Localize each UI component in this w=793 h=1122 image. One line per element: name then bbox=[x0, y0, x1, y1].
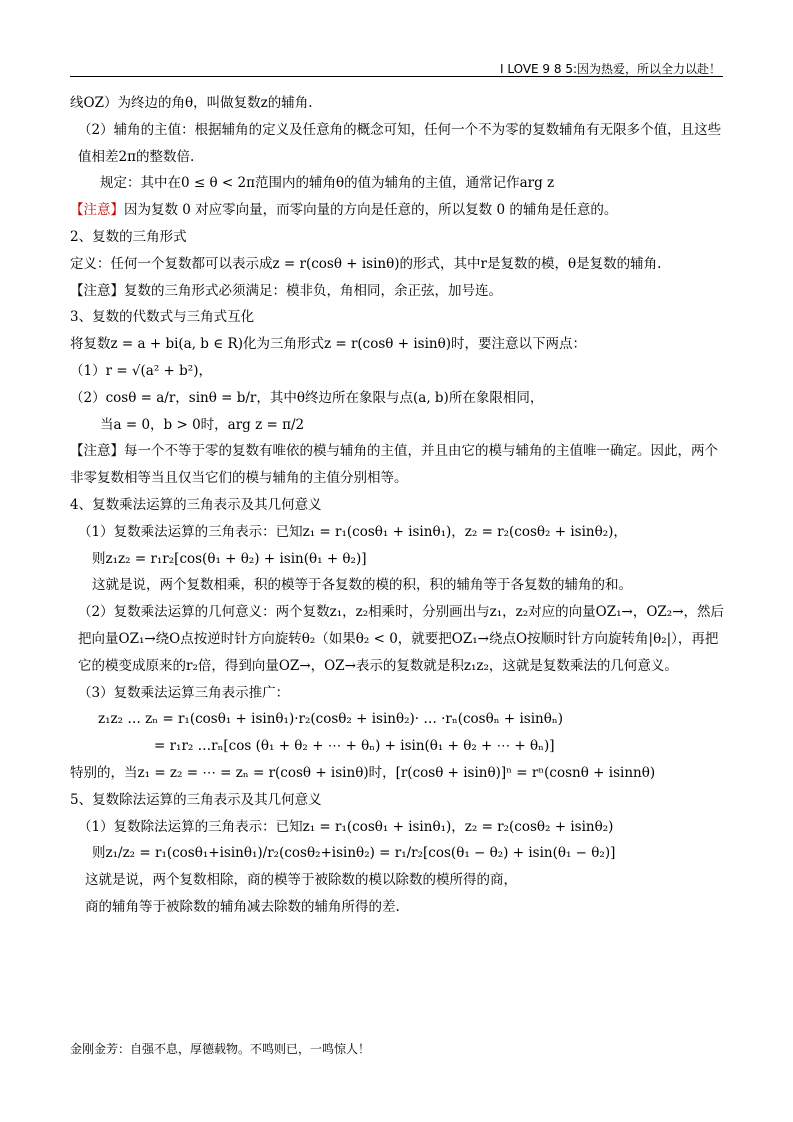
page-header: I LOVE 9 8 5:因为热爱，所以全力以赴！ bbox=[499, 62, 721, 76]
text-paragraph: （2）复数乘法运算的几何意义：两个复数z₁，z₂相乘时，分别画出与z₁，z₂对应的向量OZ₁→，OZ₂→，然后把向量OZ₁→绕O点按逆时针方向旋转θ₂（如果θ₂ < 0，就要把OZ₁→绕点O按顺时针方向旋转角|θ₂|），再把它的模变成原来的r₂倍，得到向量OZ→，OZ→表示的复数就是积z₁z₂，这就是复数乘法的几何意义。 bbox=[78, 604, 725, 674]
page-footer: 金刚金芳：自强不息，厚德载物。不鸣则已，一鸣惊人！ bbox=[70, 1042, 371, 1056]
text-line: （2）cosθ = a/r，sinθ = b/r，其中θ终边所在象限与点(a, b)所在象限相同， bbox=[70, 389, 544, 406]
document-body bbox=[70, 90, 725, 921]
section-heading: 4、复数乘法运算的三角表示及其几何意义 bbox=[70, 496, 322, 513]
note-tag: 【注意】 bbox=[70, 202, 124, 219]
text-line: 当a = 0，b > 0时，arg z = π/2 bbox=[100, 416, 305, 433]
note-paragraph: 【注意】每一个不等于零的复数有唯依的模与辅角的主值，并且由它的模与辅角的主值唯一确定。因此，两个非零复数相等当且仅当它们的模与辅角的主值分别相等。 bbox=[70, 443, 718, 487]
formula-line: z₁z₂ … zₙ = r₁(cosθ₁ + isinθ₁)·r₂(cosθ₂ + isinθ₂)· … ·rₙ(cosθₙ + isinθₙ) bbox=[98, 711, 563, 728]
text-line: （1）r = √(a² + b²)， bbox=[70, 362, 212, 379]
text-line: 这就是说，两个复数相乘，积的模等于各复数的模的积，积的辅角等于各复数的辅角的和。 bbox=[92, 577, 632, 594]
note-text: 因为复数 0 对应零向量，而零向量的方向是任意的，所以复数 0 的辅角是任意的。 bbox=[124, 202, 618, 219]
text-line: 商的辅角等于被除数的辅角减去除数的辅角所得的差. bbox=[85, 898, 400, 915]
text-line: 规定：其中在0 ≤ θ < 2π范围内的辅角θ的值为辅角的主值，通常记作arg z bbox=[100, 175, 555, 192]
text-line: （3）复数乘法运算三角表示推广： bbox=[78, 684, 290, 701]
section-heading: 5、复数除法运算的三角表示及其几何意义 bbox=[70, 791, 322, 808]
note-line: 【注意】复数的三角形式必须满足：模非负，角相同，余正弦，加号连。 bbox=[70, 282, 502, 299]
text-line: 定义：任何一个复数都可以表示成z = r(cosθ + isinθ)的形式，其中r是复数的模，θ是复数的辅角. bbox=[70, 255, 662, 272]
note-line bbox=[70, 197, 725, 224]
formula-line: 则z₁z₂ = r₁r₂[cos(θ₁ + θ₂) + isin(θ₁ + θ₂)] bbox=[92, 550, 367, 567]
section-heading: 3、复数的代数式与三角式互化 bbox=[70, 309, 255, 326]
section-heading: 2、复数的三角形式 bbox=[70, 228, 187, 245]
text-line: 线OZ）为终边的角θ，叫做复数z的辅角. bbox=[70, 95, 313, 111]
text-line: （1）复数除法运算的三角表示：已知z₁ = r₁(cosθ₁ + isinθ₁)，z₂ = r₂(cosθ₂ + isinθ₂) bbox=[78, 818, 614, 835]
text-line: 这就是说，两个复数相除，商的模等于被除数的模以除数的模所得的商， bbox=[85, 872, 517, 889]
text-paragraph: （2）辅角的主值：根据辅角的定义及任意角的概念可知，任何一个不为零的复数辅角有无限多个值，且这些值相差2π的整数倍. bbox=[78, 121, 722, 165]
text-line: （1）复数乘法运算的三角表示：已知z₁ = r₁(cosθ₁ + isinθ₁)，z₂ = r₂(cosθ₂ + isinθ₂)， bbox=[78, 523, 627, 540]
text-line: 将复数z = a + bi(a, b ∈ R)化为三角形式z = r(cosθ + isinθ)时，要注意以下两点： bbox=[70, 336, 586, 353]
formula-line: = r₁r₂ …rₙ[cos (θ₁ + θ₂ + ⋯ + θₙ) + isin(θ₁ + θ₂ + ⋯ + θₙ)] bbox=[154, 738, 555, 755]
header-rule bbox=[70, 76, 723, 77]
text-line: 特别的，当z₁ = z₂ = ⋯ = zₙ = r(cosθ + isinθ)时，[r(cosθ + isinθ)]ⁿ = rⁿ(cosnθ + isinnθ) bbox=[70, 764, 656, 781]
formula-line: 则z₁/z₂ = r₁(cosθ₁+isinθ₁)/r₂(cosθ₂+isinθ₂) = r₁/r₂[cos(θ₁ − θ₂) + isin(θ₁ − θ₂)] bbox=[92, 845, 616, 862]
